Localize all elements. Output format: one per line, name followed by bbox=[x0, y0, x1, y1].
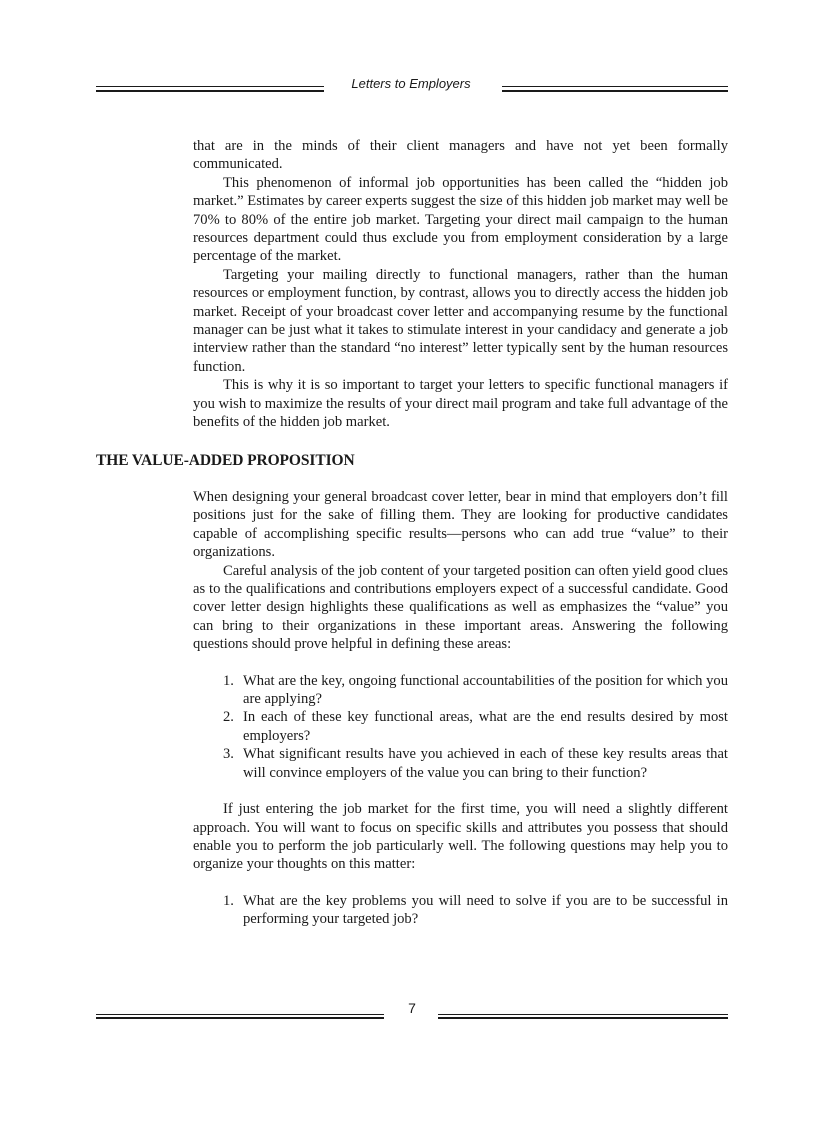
paragraph-designing: When designing your general broadcast cover letter, bear in mind that employers don’t fill positions just for the sake of filling them. They are looking for productive candidates capable of accomplishing specific results—persons who can add true “value” to their organizations. bbox=[193, 489, 728, 561]
list-item bbox=[193, 708, 728, 745]
paragraph-first-time: If just entering the job market for the first time, you will need a slightly different approach. You will want to focus on specific skills and attributes you possess that should enable you to perform the job particularly well. The following questions may help you to organize your thoughts on this matter: bbox=[193, 801, 728, 873]
questions-list-first-time bbox=[193, 892, 728, 929]
paragraph-hidden-job-market: This phenomenon of informal job opportunities has been called the “hidden job market.” Estimates by career experts suggest the size of this hidden job market may well be 70% to 80% of the entire job market. Targeting your direct mail campaign to the human resources department could thus exclude you from employment consideration by a large percentage of the market. bbox=[193, 174, 728, 265]
header-rule-left bbox=[96, 86, 324, 92]
list-item bbox=[193, 672, 728, 709]
paragraph-importance: This is why it is so important to target your letters to specific functional managers if you wish to maximize the results of your direct mail program and take full advantage of the benefits of the hidden job market. bbox=[193, 377, 728, 431]
questions-list-experienced bbox=[193, 672, 728, 782]
footer-rule-right bbox=[438, 1014, 728, 1019]
list-item bbox=[193, 892, 728, 929]
list-item-text: What significant results have you achieved in each of these key results areas that will convince employers of the value you can bring to their function? bbox=[243, 746, 728, 781]
intro-paragraph: that are in the minds of their client managers and have not yet been formally communicated. bbox=[193, 138, 728, 173]
paragraph-careful-analysis: Careful analysis of the job content of your targeted position can often yield good clues as to the qualifications and contributions employers expect of a successful candidate. Good cover letter design highlights these qualifications as well as emphasizes the “value” you can bring to their organizations in these important areas. Answering the following questions should prove helpful in defining these areas: bbox=[193, 562, 728, 653]
header-rule-right bbox=[502, 86, 728, 92]
body-text-section bbox=[193, 488, 728, 929]
list-item-text: What are the key, ongoing functional accountabilities of the position for which you are applying? bbox=[243, 672, 728, 708]
running-header bbox=[96, 72, 728, 100]
list-item-text: What are the key problems you will need to solve if you are to be successful in performing your targeted job? bbox=[243, 892, 728, 928]
list-item-number: 1. bbox=[223, 672, 234, 689]
page-number: 7 bbox=[392, 1000, 432, 1016]
section-heading: THE VALUE-ADDED PROPOSITION bbox=[96, 452, 355, 469]
paragraph-targeting-managers: Targeting your mailing directly to functional managers, rather than the human resources or employment function, by contrast, allows you to directly access the hidden job market. Receipt of your broadcast cover letter and accompanying resume by the functional manager can be just what it takes to stimulate interest in your candidacy and generate a job interview rather than the standard “no interest” letter typically sent by the human resources function. bbox=[193, 266, 728, 375]
body-text-top bbox=[193, 137, 728, 432]
list-item-number: 2. bbox=[223, 709, 234, 726]
list-item bbox=[193, 745, 728, 782]
list-item-text: In each of these key functional areas, what are the end results desired by most employers? bbox=[243, 709, 728, 744]
list-item-number: 1. bbox=[223, 892, 234, 909]
footer-rule-left bbox=[96, 1014, 384, 1019]
list-item-number: 3. bbox=[223, 746, 234, 763]
page-footer bbox=[96, 998, 728, 1026]
running-title: Letters to Employers bbox=[332, 76, 490, 91]
